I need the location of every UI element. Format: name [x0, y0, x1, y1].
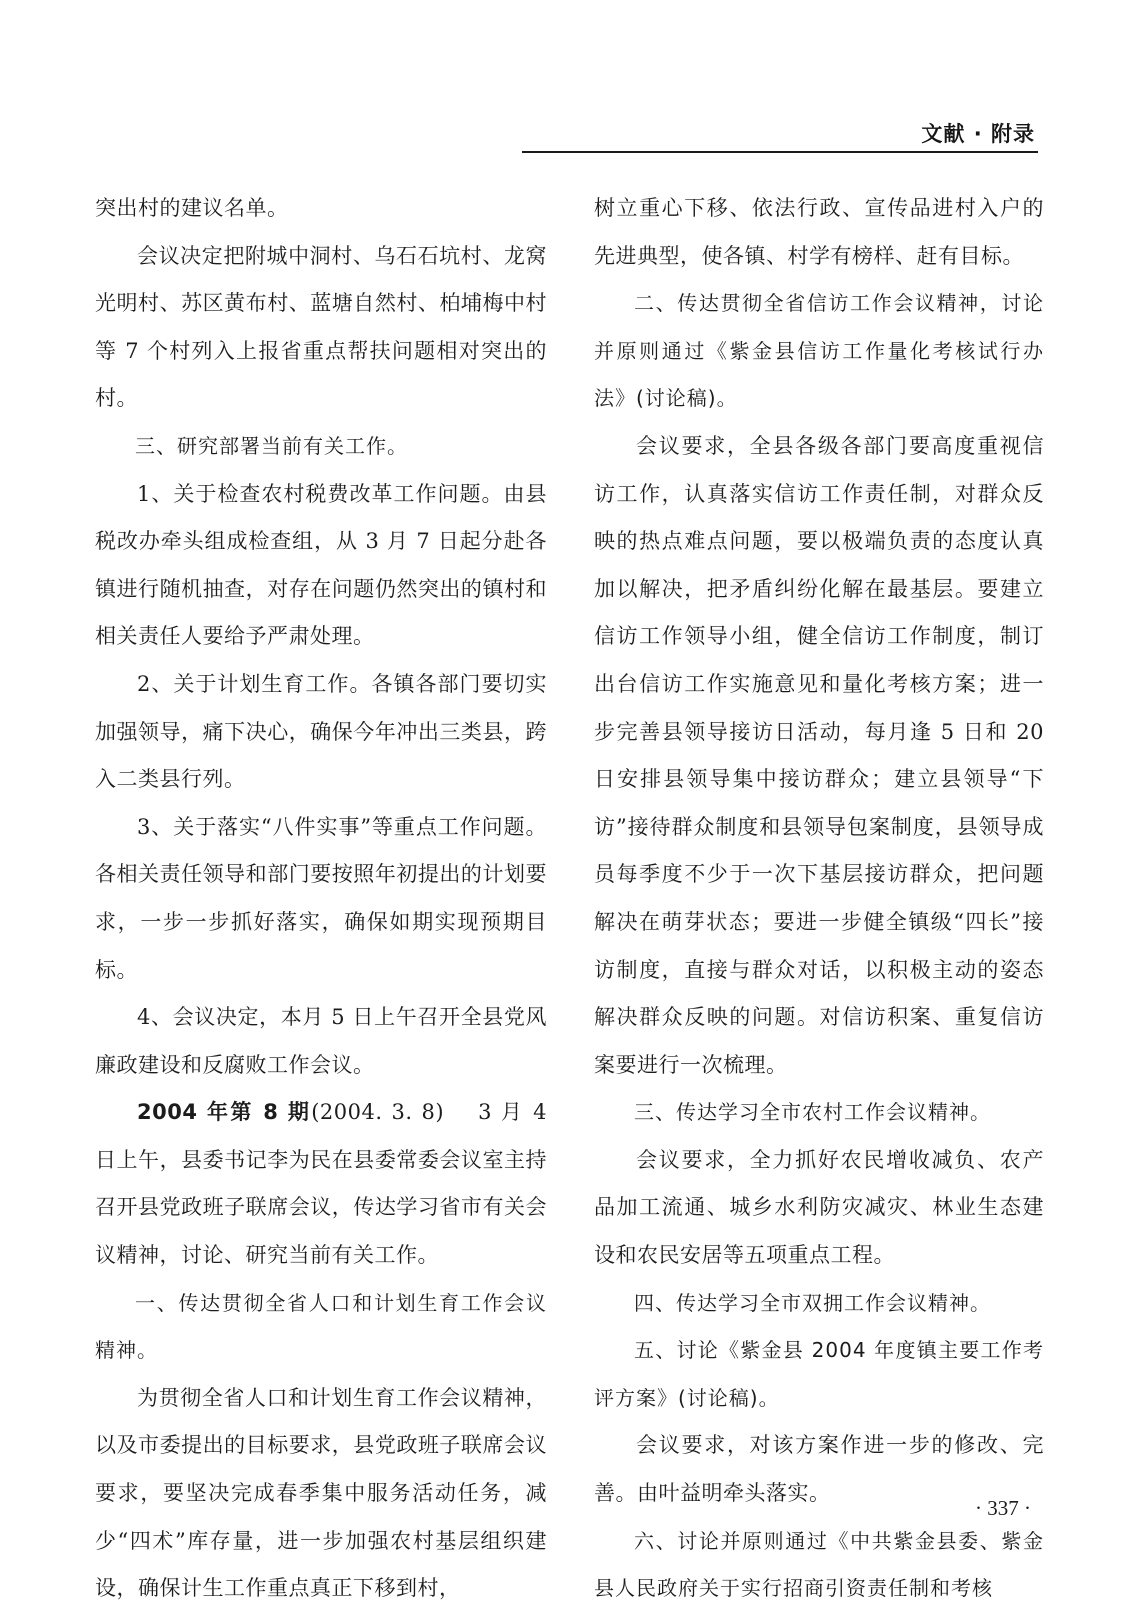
session-text: (2004. 3. 8) 3 月 4 日上午，县委书记李为民在县委常委会议室主持召开县党政班子联席会议，传达学习省市有关会议精神，讨论、研究当前有关工作。 [95, 1100, 548, 1268]
paragraph: 会议要求，全力抓好农民增收减负、农产品加工流通、城乡水利防灾减灾、林业生态建设和农民安居等五项重点工程。 [594, 1147, 1044, 1268]
paragraph: 2、关于计划生育工作。各镇各部门要切实加强领导，痛下决心，确保今年冲出三类县，跨入二类县行列。 [95, 671, 547, 792]
header-rule [522, 151, 1038, 153]
section-heading: 四、传达学习全市双拥工作会议精神。 [634, 1290, 991, 1315]
section-heading: 一、传达贯彻全省人口和计划生育工作会议精神。 [95, 1290, 547, 1363]
running-head-title: 文献 · 附录 [921, 122, 1035, 146]
section-heading: 六、讨论并原则通过《中共紫金县委、紫金县人民政府关于实行招商引资责任制和考核 [594, 1528, 1044, 1601]
paragraph: 会议决定把附城中洞村、乌石石坑村、龙窝光明村、苏区黄布村、蓝塘自然村、柏埔梅中村等 7 个村列入上报省重点帮扶问题相对突出的村。 [95, 243, 547, 411]
section-heading: 五、讨论《紫金县 2004 年度镇主要工作考评方案》(讨论稿)。 [594, 1338, 1044, 1410]
paragraph: 会议要求，对该方案作进一步的修改、完善。由叶益明牵头落实。 [594, 1433, 1044, 1506]
session-label: 2004 年第 8 期 [137, 1100, 312, 1125]
paragraph: 3、关于落实“八件实事”等重点工作问题。各相关责任领导和部门要按照年初提出的计划要求，一步一步抓好落实，确保如期实现预期目标。 [95, 814, 547, 982]
paragraph: 会议要求，全县各级各部门要高度重视信访工作，认真落实信访工作责任制，对群众反映的热点难点问题，要以极端负责的态度认真加以解决，把矛盾纠纷化解在最基层。要建立信访工作领导小组，健全信访工作制度，制订出台信访工作实施意见和量化考核方案；进一步完善县领导接访日活动，每月逢 5 日和 20 日安排县领导集中接访群众；建立县领导“下访”接待群众制度和县领导包案制度，县领导成员每季度不少于一次下基层接访群众，把问题解决在萌芽状态；要进一步健全镇级“四长”接访制度，直接与群众对话，以积极主动的姿态解决群众反映的问题。对信访积案、重复信访案要进行一次梳理。 [594, 433, 1044, 1077]
left-column [95, 185, 547, 1613]
section-heading: 二、传达贯彻全省信访工作会议精神，讨论并原则通过《紫金县信访工作量化考核试行办法》(讨论稿)。 [594, 291, 1044, 411]
paragraph: 4、会议决定，本月 5 日上午召开全县党风廉政建设和反腐败工作会议。 [95, 1005, 547, 1077]
section-heading: 三、研究部署当前有关工作。 [135, 433, 408, 458]
page-number: · 337 · [975, 1496, 1031, 1520]
paragraph: 突出村的建议名单。 [95, 196, 289, 220]
paragraph: 1、关于检查农村税费改革工作问题。由县税改办牵头组成检查组，从 3 月 7 日起分赴各镇进行随机抽查，对存在问题仍然突出的镇村和相关责任人要给予严肃处理。 [95, 481, 547, 649]
right-column [594, 185, 1044, 1613]
section-heading: 三、传达学习全市农村工作会议精神。 [634, 1100, 991, 1125]
paragraph: 树立重心下移、依法行政、宣传品进村入户的先进典型，使各镇、村学有榜样、赶有目标。 [594, 196, 1044, 268]
paragraph: 为贯彻全省人口和计划生育工作会议精神，以及市委提出的目标要求，县党政班子联席会议要求，要坚决完成春季集中服务活动任务，减少“四术”库存量，进一步加强农村基层组织建设，确保计生工作重点真正下移到村， [95, 1385, 547, 1601]
session-paragraph [95, 1089, 547, 1279]
